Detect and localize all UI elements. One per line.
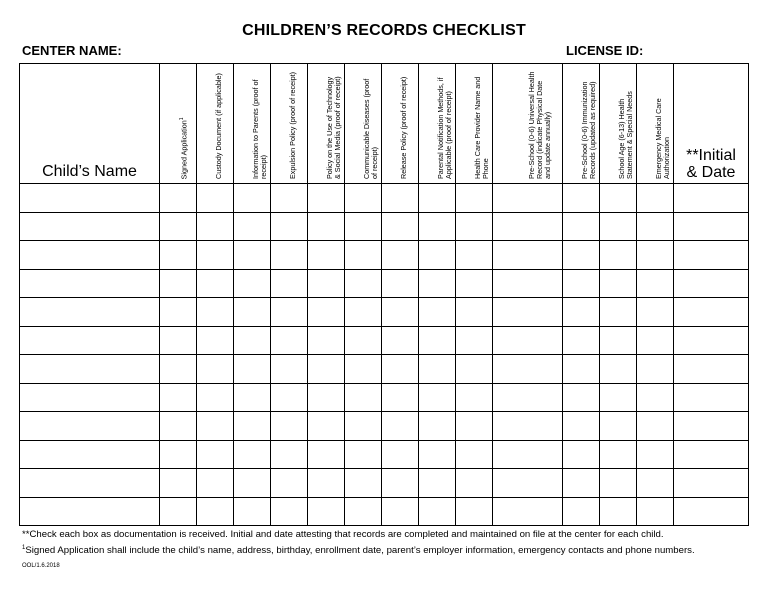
- cell-emergency-medical[interactable]: [637, 212, 674, 241]
- cell-initial-date[interactable]: [674, 497, 749, 526]
- column-header-signed-application: [160, 64, 197, 184]
- cell-universal-health-record[interactable]: [493, 269, 563, 298]
- license-id-label: LICENSE ID:: [566, 43, 644, 58]
- center-name-label: CENTER NAME:: [22, 43, 122, 58]
- emergency-medical-label: Emergency Medical Care Authorization: [654, 98, 671, 179]
- cell-expulsion-policy[interactable]: [271, 412, 308, 441]
- cell-universal-health-record[interactable]: [493, 412, 563, 441]
- cell-technology-policy[interactable]: [308, 212, 345, 241]
- cell-signed-application[interactable]: [160, 383, 197, 412]
- column-header-info-to-parents: [234, 64, 271, 184]
- column-header-release-policy: [382, 64, 419, 184]
- cell-parental-notification[interactable]: [419, 497, 456, 526]
- info-to-parents-label: Information to Parents (proof of receipt): [251, 79, 268, 179]
- cell-release-policy[interactable]: [382, 326, 419, 355]
- cell-initial-date[interactable]: [674, 269, 749, 298]
- expulsion-policy-label: Expulsion Policy (proof of receipt): [288, 71, 297, 179]
- cell-parental-notification[interactable]: [419, 269, 456, 298]
- cell-parental-notification[interactable]: [419, 298, 456, 327]
- table-row: [20, 469, 749, 498]
- initial-date-line2: & Date: [686, 164, 736, 181]
- cell-signed-application[interactable]: [160, 355, 197, 384]
- cell-emergency-medical[interactable]: [637, 440, 674, 469]
- column-header-expulsion-policy: [271, 64, 308, 184]
- table-row: [20, 326, 749, 355]
- cell-initial-date[interactable]: [674, 241, 749, 270]
- cell-expulsion-policy[interactable]: [271, 440, 308, 469]
- cell-custody-document[interactable]: [197, 184, 234, 213]
- cell-communicable-diseases[interactable]: [345, 440, 382, 469]
- cell-school-age-health[interactable]: [600, 355, 637, 384]
- cell-signed-application[interactable]: [160, 412, 197, 441]
- cell-info-to-parents[interactable]: [234, 298, 271, 327]
- cell-release-policy[interactable]: [382, 497, 419, 526]
- cell-signed-application[interactable]: [160, 212, 197, 241]
- cell-communicable-diseases[interactable]: [345, 383, 382, 412]
- cell-parental-notification[interactable]: [419, 326, 456, 355]
- cell-parental-notification[interactable]: [419, 440, 456, 469]
- cell-school-age-health[interactable]: [600, 440, 637, 469]
- health-care-provider-label: Health Care Provider Name and Phone: [473, 76, 490, 179]
- cell-initial-date[interactable]: [674, 298, 749, 327]
- communicable-diseases-label: Communicable Diseases (proof of receipt): [362, 78, 379, 179]
- column-header-immunization-records: [563, 64, 600, 184]
- cell-signed-application[interactable]: [160, 326, 197, 355]
- cell-technology-policy[interactable]: [308, 412, 345, 441]
- universal-health-record-label: Pre-School (0-6) Universal Health Record (indicate Physical Date and update annually): [526, 71, 552, 179]
- cell-child-name[interactable]: [20, 212, 160, 241]
- cell-custody-document[interactable]: [197, 298, 234, 327]
- cell-immunization-records[interactable]: [563, 497, 600, 526]
- cell-emergency-medical[interactable]: [637, 355, 674, 384]
- cell-communicable-diseases[interactable]: [345, 184, 382, 213]
- cell-signed-application[interactable]: [160, 269, 197, 298]
- cell-release-policy[interactable]: [382, 212, 419, 241]
- cell-child-name[interactable]: [20, 326, 160, 355]
- cell-custody-document[interactable]: [197, 383, 234, 412]
- cell-info-to-parents[interactable]: [234, 212, 271, 241]
- cell-immunization-records[interactable]: [563, 469, 600, 498]
- cell-parental-notification[interactable]: [419, 184, 456, 213]
- cell-expulsion-policy[interactable]: [271, 326, 308, 355]
- document-id: OOL/1.6.2018: [22, 563, 60, 569]
- cell-child-name[interactable]: [20, 469, 160, 498]
- cell-child-name[interactable]: [20, 412, 160, 441]
- cell-health-care-provider[interactable]: [456, 241, 493, 270]
- footnote-signed-application-text: Signed Application shall include the child’s name, address, birthday, enrollment date, parent’s employer information, emergency contacts and phone numbers.: [25, 545, 695, 557]
- cell-immunization-records[interactable]: [563, 184, 600, 213]
- cell-health-care-provider[interactable]: [456, 269, 493, 298]
- table-body: [20, 184, 749, 526]
- cell-school-age-health[interactable]: [600, 241, 637, 270]
- cell-communicable-diseases[interactable]: [345, 497, 382, 526]
- cell-communicable-diseases[interactable]: [345, 355, 382, 384]
- cell-technology-policy[interactable]: [308, 355, 345, 384]
- cell-emergency-medical[interactable]: [637, 412, 674, 441]
- cell-communicable-diseases[interactable]: [345, 241, 382, 270]
- cell-immunization-records[interactable]: [563, 355, 600, 384]
- cell-universal-health-record[interactable]: [493, 497, 563, 526]
- cell-communicable-diseases[interactable]: [345, 469, 382, 498]
- table-row: [20, 184, 749, 213]
- cell-release-policy[interactable]: [382, 469, 419, 498]
- cell-school-age-health[interactable]: [600, 497, 637, 526]
- cell-health-care-provider[interactable]: [456, 497, 493, 526]
- cell-signed-application[interactable]: [160, 298, 197, 327]
- cell-initial-date[interactable]: [674, 326, 749, 355]
- cell-health-care-provider[interactable]: [456, 212, 493, 241]
- cell-immunization-records[interactable]: [563, 212, 600, 241]
- cell-parental-notification[interactable]: [419, 212, 456, 241]
- cell-info-to-parents[interactable]: [234, 497, 271, 526]
- signed-application-label: Signed Application: [179, 119, 189, 179]
- cell-health-care-provider[interactable]: [456, 184, 493, 213]
- cell-technology-policy[interactable]: [308, 241, 345, 270]
- cell-signed-application[interactable]: [160, 241, 197, 270]
- cell-technology-policy[interactable]: [308, 497, 345, 526]
- column-header-custody-document: [197, 64, 234, 184]
- cell-release-policy[interactable]: [382, 355, 419, 384]
- footnote-check: **Check each box as documentation is received. Initial and date attesting that records are completed and maintained on file at the center for each child.: [22, 529, 664, 540]
- cell-health-care-provider[interactable]: [456, 469, 493, 498]
- table-row: [20, 412, 749, 441]
- cell-expulsion-policy[interactable]: [271, 212, 308, 241]
- cell-technology-policy[interactable]: [308, 184, 345, 213]
- technology-policy-label: Policy on the Use of Technology & Social Media (proof of receipt): [325, 76, 342, 179]
- table-row: [20, 241, 749, 270]
- cell-universal-health-record[interactable]: [493, 212, 563, 241]
- cell-info-to-parents[interactable]: [234, 440, 271, 469]
- table-row: [20, 355, 749, 384]
- cell-child-name[interactable]: [20, 497, 160, 526]
- cell-expulsion-policy[interactable]: [271, 497, 308, 526]
- column-header-technology-policy: [308, 64, 345, 184]
- cell-custody-document[interactable]: [197, 269, 234, 298]
- cell-custody-document[interactable]: [197, 469, 234, 498]
- cell-info-to-parents[interactable]: [234, 241, 271, 270]
- cell-health-care-provider[interactable]: [456, 383, 493, 412]
- table-row: [20, 440, 749, 469]
- cell-initial-date[interactable]: [674, 184, 749, 213]
- cell-school-age-health[interactable]: [600, 326, 637, 355]
- cell-immunization-records[interactable]: [563, 383, 600, 412]
- signed-application-footnote-mark: 1: [179, 117, 185, 120]
- cell-school-age-health[interactable]: [600, 269, 637, 298]
- cell-emergency-medical[interactable]: [637, 469, 674, 498]
- cell-child-name[interactable]: [20, 355, 160, 384]
- column-header-emergency-medical: [637, 64, 674, 184]
- cell-initial-date[interactable]: [674, 440, 749, 469]
- header-row: [20, 64, 749, 184]
- cell-child-name[interactable]: [20, 440, 160, 469]
- cell-info-to-parents[interactable]: [234, 469, 271, 498]
- cell-child-name[interactable]: [20, 298, 160, 327]
- custody-document-label: Custody Document (if applicable): [214, 73, 223, 179]
- column-header-parental-notification: [419, 64, 456, 184]
- records-table: [19, 63, 749, 526]
- cell-custody-document[interactable]: [197, 326, 234, 355]
- cell-immunization-records[interactable]: [563, 269, 600, 298]
- cell-universal-health-record[interactable]: [493, 440, 563, 469]
- cell-release-policy[interactable]: [382, 298, 419, 327]
- cell-info-to-parents[interactable]: [234, 383, 271, 412]
- table-row: [20, 298, 749, 327]
- cell-child-name[interactable]: [20, 383, 160, 412]
- cell-expulsion-policy[interactable]: [271, 469, 308, 498]
- cell-universal-health-record[interactable]: [493, 469, 563, 498]
- cell-immunization-records[interactable]: [563, 298, 600, 327]
- cell-custody-document[interactable]: [197, 412, 234, 441]
- cell-info-to-parents[interactable]: [234, 355, 271, 384]
- cell-expulsion-policy[interactable]: [271, 383, 308, 412]
- table-row: [20, 269, 749, 298]
- cell-parental-notification[interactable]: [419, 241, 456, 270]
- table-row: [20, 212, 749, 241]
- initial-date-line1: **Initial: [686, 147, 736, 164]
- cell-info-to-parents[interactable]: [234, 269, 271, 298]
- cell-initial-date[interactable]: [674, 383, 749, 412]
- cell-universal-health-record[interactable]: [493, 326, 563, 355]
- cell-expulsion-policy[interactable]: [271, 298, 308, 327]
- cell-universal-health-record[interactable]: [493, 298, 563, 327]
- cell-health-care-provider[interactable]: [456, 326, 493, 355]
- release-policy-label: Release Policy (proof of receipt): [399, 76, 408, 179]
- cell-school-age-health[interactable]: [600, 412, 637, 441]
- cell-custody-document[interactable]: [197, 212, 234, 241]
- cell-release-policy[interactable]: [382, 383, 419, 412]
- cell-emergency-medical[interactable]: [637, 326, 674, 355]
- cell-emergency-medical[interactable]: [637, 497, 674, 526]
- cell-child-name[interactable]: [20, 241, 160, 270]
- cell-release-policy[interactable]: [382, 440, 419, 469]
- cell-communicable-diseases[interactable]: [345, 269, 382, 298]
- cell-school-age-health[interactable]: [600, 212, 637, 241]
- cell-health-care-provider[interactable]: [456, 355, 493, 384]
- cell-emergency-medical[interactable]: [637, 241, 674, 270]
- cell-parental-notification[interactable]: [419, 355, 456, 384]
- cell-universal-health-record[interactable]: [493, 383, 563, 412]
- cell-school-age-health[interactable]: [600, 469, 637, 498]
- cell-technology-policy[interactable]: [308, 440, 345, 469]
- cell-immunization-records[interactable]: [563, 440, 600, 469]
- cell-health-care-provider[interactable]: [456, 298, 493, 327]
- cell-signed-application[interactable]: [160, 469, 197, 498]
- immunization-records-label: Pre-School (0-6) Immunization Records (updated as required): [580, 81, 597, 179]
- cell-technology-policy[interactable]: [308, 383, 345, 412]
- cell-universal-health-record[interactable]: [493, 241, 563, 270]
- cell-communicable-diseases[interactable]: [345, 326, 382, 355]
- cell-info-to-parents[interactable]: [234, 412, 271, 441]
- cell-technology-policy[interactable]: [308, 269, 345, 298]
- parental-notification-label: Parental Notification Methods, if Applicable (proof of receipt): [436, 77, 453, 179]
- cell-immunization-records[interactable]: [563, 241, 600, 270]
- cell-emergency-medical[interactable]: [637, 298, 674, 327]
- cell-emergency-medical[interactable]: [637, 383, 674, 412]
- cell-parental-notification[interactable]: [419, 469, 456, 498]
- cell-school-age-health[interactable]: [600, 184, 637, 213]
- cell-custody-document[interactable]: [197, 241, 234, 270]
- cell-immunization-records[interactable]: [563, 326, 600, 355]
- cell-communicable-diseases[interactable]: [345, 298, 382, 327]
- cell-expulsion-policy[interactable]: [271, 241, 308, 270]
- cell-parental-notification[interactable]: [419, 412, 456, 441]
- cell-release-policy[interactable]: [382, 184, 419, 213]
- cell-technology-policy[interactable]: [308, 298, 345, 327]
- cell-emergency-medical[interactable]: [637, 184, 674, 213]
- cell-universal-health-record[interactable]: [493, 355, 563, 384]
- cell-signed-application[interactable]: [160, 184, 197, 213]
- cell-health-care-provider[interactable]: [456, 412, 493, 441]
- column-header-health-care-provider: [456, 64, 493, 184]
- cell-immunization-records[interactable]: [563, 412, 600, 441]
- school-age-health-label: School Age (6-13) Health Statement & Special Needs: [617, 91, 634, 179]
- footnote-mark: 1: [22, 545, 26, 551]
- cell-technology-policy[interactable]: [308, 326, 345, 355]
- footnote-signed-application: [22, 545, 695, 556]
- cell-expulsion-policy[interactable]: [271, 355, 308, 384]
- cell-release-policy[interactable]: [382, 241, 419, 270]
- table-row: [20, 383, 749, 412]
- cell-release-policy[interactable]: [382, 412, 419, 441]
- cell-school-age-health[interactable]: [600, 298, 637, 327]
- cell-info-to-parents[interactable]: [234, 326, 271, 355]
- cell-communicable-diseases[interactable]: [345, 212, 382, 241]
- cell-universal-health-record[interactable]: [493, 184, 563, 213]
- cell-initial-date[interactable]: [674, 412, 749, 441]
- cell-initial-date[interactable]: [674, 212, 749, 241]
- column-header-child-name: Child’s Name: [20, 64, 160, 184]
- cell-signed-application[interactable]: [160, 440, 197, 469]
- cell-school-age-health[interactable]: [600, 383, 637, 412]
- page-title: CHILDREN’S RECORDS CHECKLIST: [242, 22, 526, 39]
- column-header-communicable-diseases: [345, 64, 382, 184]
- cell-expulsion-policy[interactable]: [271, 269, 308, 298]
- cell-custody-document[interactable]: [197, 440, 234, 469]
- cell-expulsion-policy[interactable]: [271, 184, 308, 213]
- column-header-universal-health-record: [493, 64, 563, 184]
- cell-child-name[interactable]: [20, 184, 160, 213]
- column-header-school-age-health: [600, 64, 637, 184]
- cell-initial-date[interactable]: [674, 469, 749, 498]
- cell-health-care-provider[interactable]: [456, 440, 493, 469]
- cell-child-name[interactable]: [20, 269, 160, 298]
- cell-emergency-medical[interactable]: [637, 269, 674, 298]
- cell-release-policy[interactable]: [382, 269, 419, 298]
- cell-custody-document[interactable]: [197, 355, 234, 384]
- table-row: [20, 497, 749, 526]
- cell-info-to-parents[interactable]: [234, 184, 271, 213]
- cell-parental-notification[interactable]: [419, 383, 456, 412]
- cell-technology-policy[interactable]: [308, 469, 345, 498]
- cell-communicable-diseases[interactable]: [345, 412, 382, 441]
- column-header-initial-date: [674, 64, 749, 184]
- cell-custody-document[interactable]: [197, 497, 234, 526]
- cell-initial-date[interactable]: [674, 355, 749, 384]
- cell-signed-application[interactable]: [160, 497, 197, 526]
